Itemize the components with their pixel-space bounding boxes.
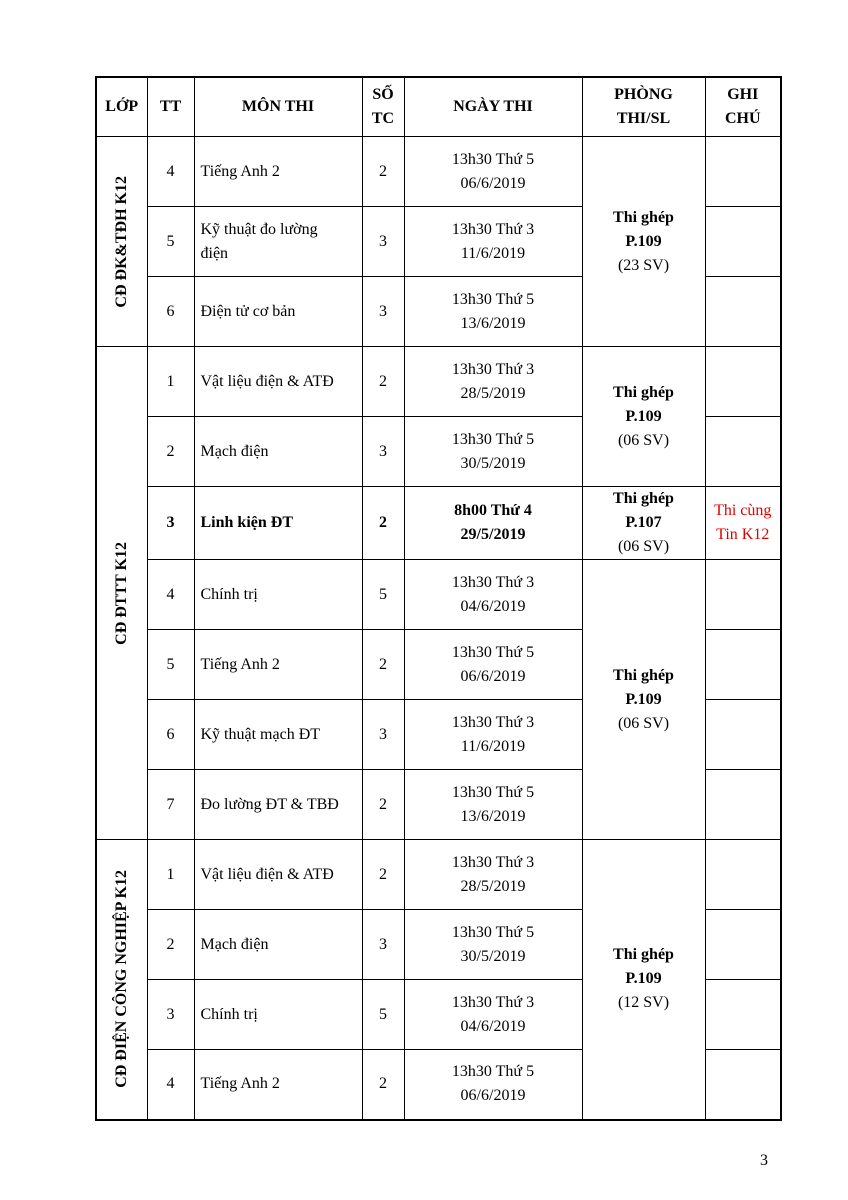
page-number: 3 — [760, 1152, 768, 1169]
row-tt: 2 — [147, 417, 194, 487]
header-lop: LỚP — [96, 77, 147, 137]
row-date: 13h30 Thứ 3 11/6/2019 — [404, 700, 582, 770]
row-note — [705, 207, 781, 277]
row-note — [705, 560, 781, 630]
row-subject: Kỹ thuật đo lường điện — [194, 207, 362, 277]
row-note — [705, 137, 781, 207]
row-tt: 7 — [147, 770, 194, 840]
row-tt: 2 — [147, 910, 194, 980]
row-note: Thi cùng Tin K12 — [705, 487, 781, 560]
row-subject: Tiếng Anh 2 — [194, 137, 362, 207]
row-subject: Tiếng Anh 2 — [194, 1050, 362, 1120]
row-note — [705, 910, 781, 980]
row-credits: 3 — [362, 417, 404, 487]
row-date: 13h30 Thứ 5 06/6/2019 — [404, 1050, 582, 1120]
row-subject: Vật liệu điện & ATĐ — [194, 347, 362, 417]
row-note — [705, 277, 781, 347]
row-date: 13h30 Thứ 5 30/5/2019 — [404, 910, 582, 980]
row-tt: 4 — [147, 1050, 194, 1120]
row-subject: Kỹ thuật mạch ĐT — [194, 700, 362, 770]
room-cell: Thi ghép P.109 (23 SV) — [582, 137, 705, 347]
row-note — [705, 1050, 781, 1120]
row-credits: 3 — [362, 277, 404, 347]
row-note — [705, 700, 781, 770]
row-date: 8h00 Thứ 4 29/5/2019 — [404, 487, 582, 560]
header-ngay-thi: NGÀY THI — [404, 77, 582, 137]
row-credits: 2 — [362, 1050, 404, 1120]
row-date: 13h30 Thứ 5 06/6/2019 — [404, 137, 582, 207]
row-date: 13h30 Thứ 3 11/6/2019 — [404, 207, 582, 277]
row-date: 13h30 Thứ 3 28/5/2019 — [404, 840, 582, 910]
row-credits: 2 — [362, 347, 404, 417]
row-date: 13h30 Thứ 3 28/5/2019 — [404, 347, 582, 417]
row-credits: 5 — [362, 560, 404, 630]
row-subject: Tiếng Anh 2 — [194, 630, 362, 700]
room-cell: Thi ghép P.107 (06 SV) — [582, 487, 705, 560]
table-row — [96, 840, 781, 910]
row-tt: 3 — [147, 980, 194, 1050]
header-so-tc: SỐ TC — [362, 77, 404, 137]
exam-schedule-table — [95, 76, 782, 1121]
row-subject: Điện tử cơ bản — [194, 277, 362, 347]
row-credits: 2 — [362, 137, 404, 207]
room-cell: Thi ghép P.109 (12 SV) — [582, 840, 705, 1120]
row-date: 13h30 Thứ 5 13/6/2019 — [404, 277, 582, 347]
row-date: 13h30 Thứ 5 06/6/2019 — [404, 630, 582, 700]
row-note — [705, 840, 781, 910]
table-row — [96, 347, 781, 417]
header-ghi-chu: GHI CHÚ — [705, 77, 781, 137]
room-cell: Thi ghép P.109 (06 SV) — [582, 347, 705, 487]
row-note — [705, 980, 781, 1050]
row-credits: 2 — [362, 840, 404, 910]
row-credits: 3 — [362, 700, 404, 770]
row-subject: Mạch điện — [194, 417, 362, 487]
row-subject: Chính trị — [194, 980, 362, 1050]
row-subject: Chính trị — [194, 560, 362, 630]
row-credits: 5 — [362, 980, 404, 1050]
class-cell: CĐ ĐIỆN CÔNG NGHIỆP K12 — [96, 840, 147, 1120]
row-tt: 4 — [147, 560, 194, 630]
header-row — [96, 77, 781, 137]
row-tt: 3 — [147, 487, 194, 560]
table-row — [96, 487, 781, 560]
row-note — [705, 417, 781, 487]
row-subject: Linh kiện ĐT — [194, 487, 362, 560]
row-tt: 1 — [147, 347, 194, 417]
row-credits: 3 — [362, 207, 404, 277]
row-credits: 2 — [362, 630, 404, 700]
row-tt: 5 — [147, 207, 194, 277]
row-tt: 4 — [147, 137, 194, 207]
class-cell: CĐ ĐTTT K12 — [96, 347, 147, 840]
row-subject: Vật liệu điện & ATĐ — [194, 840, 362, 910]
header-tt: TT — [147, 77, 194, 137]
class-cell: CĐ ĐK&TĐH K12 — [96, 137, 147, 347]
row-note — [705, 630, 781, 700]
row-tt: 5 — [147, 630, 194, 700]
row-note — [705, 347, 781, 417]
row-tt: 1 — [147, 840, 194, 910]
header-phong-thi: PHÒNG THI/SL — [582, 77, 705, 137]
row-tt: 6 — [147, 277, 194, 347]
table-row — [96, 560, 781, 630]
row-date: 13h30 Thứ 5 13/6/2019 — [404, 770, 582, 840]
room-cell: Thi ghép P.109 (06 SV) — [582, 560, 705, 840]
row-note — [705, 770, 781, 840]
row-date: 13h30 Thứ 3 04/6/2019 — [404, 560, 582, 630]
row-credits: 2 — [362, 770, 404, 840]
header-mon-thi: MÔN THI — [194, 77, 362, 137]
row-date: 13h30 Thứ 5 30/5/2019 — [404, 417, 582, 487]
row-date: 13h30 Thứ 3 04/6/2019 — [404, 980, 582, 1050]
row-tt: 6 — [147, 700, 194, 770]
row-subject: Mạch điện — [194, 910, 362, 980]
table-row — [96, 137, 781, 207]
row-credits: 3 — [362, 910, 404, 980]
row-subject: Đo lường ĐT & TBĐ — [194, 770, 362, 840]
row-credits: 2 — [362, 487, 404, 560]
